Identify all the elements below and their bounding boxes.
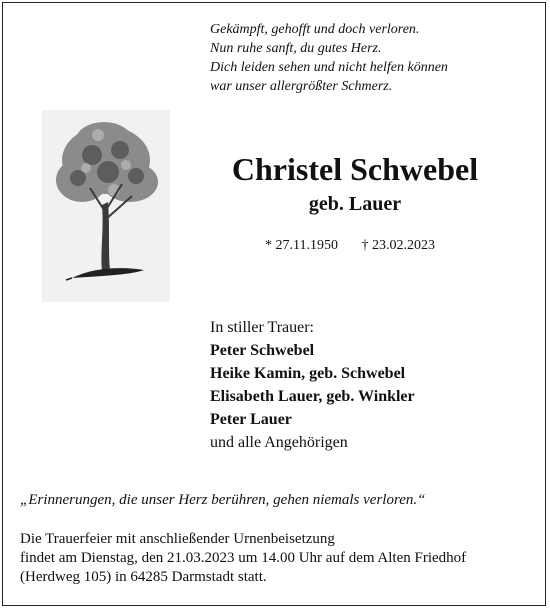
service-notice [20,530,466,587]
service-line: Die Trauerfeier mit anschließender Urnenbeisetzung [20,531,335,547]
mourner-name: Peter Schwebel [210,342,315,359]
poem [210,20,448,96]
poem-line: Nun ruhe sanft, du gutes Herz. [210,41,382,56]
mourner-name: Peter Lauer [210,411,292,428]
birth-date: * 27.11.1950 [265,238,338,253]
mourners-list [210,316,415,454]
service-line: (Herdweg 105) in 64285 Darmstadt statt. [20,569,267,585]
mourners-closing: und alle Angehörigen [210,434,348,451]
deceased-name: Christel Schwebel [231,151,479,187]
poem-line: Gekämpft, gehofft und doch verloren. [210,22,420,37]
tree-illustration [42,110,170,302]
mourner-name: Heike Kamin, geb. Schwebel [210,365,406,382]
life-dates [265,238,455,254]
maiden-name: geb. Lauer [308,193,402,215]
service-line: findet am Dienstag, den 21.03.2023 um 14.00 Uhr auf dem Alten Friedhof [20,550,467,566]
death-date: † 23.02.2023 [361,238,435,253]
mourner-name: Elisabeth Lauer, geb. Winkler [210,388,415,405]
mourners-intro: In stiller Trauer: [210,319,314,336]
tree-icon [42,110,170,302]
memorial-quote: „Erinnerungen, die unser Herz berühren, gehen niemals verloren.“ [20,492,426,508]
poem-line: war unser allergrößter Schmerz. [210,79,393,94]
poem-line: Dich leiden sehen und nicht helfen können [210,60,448,75]
